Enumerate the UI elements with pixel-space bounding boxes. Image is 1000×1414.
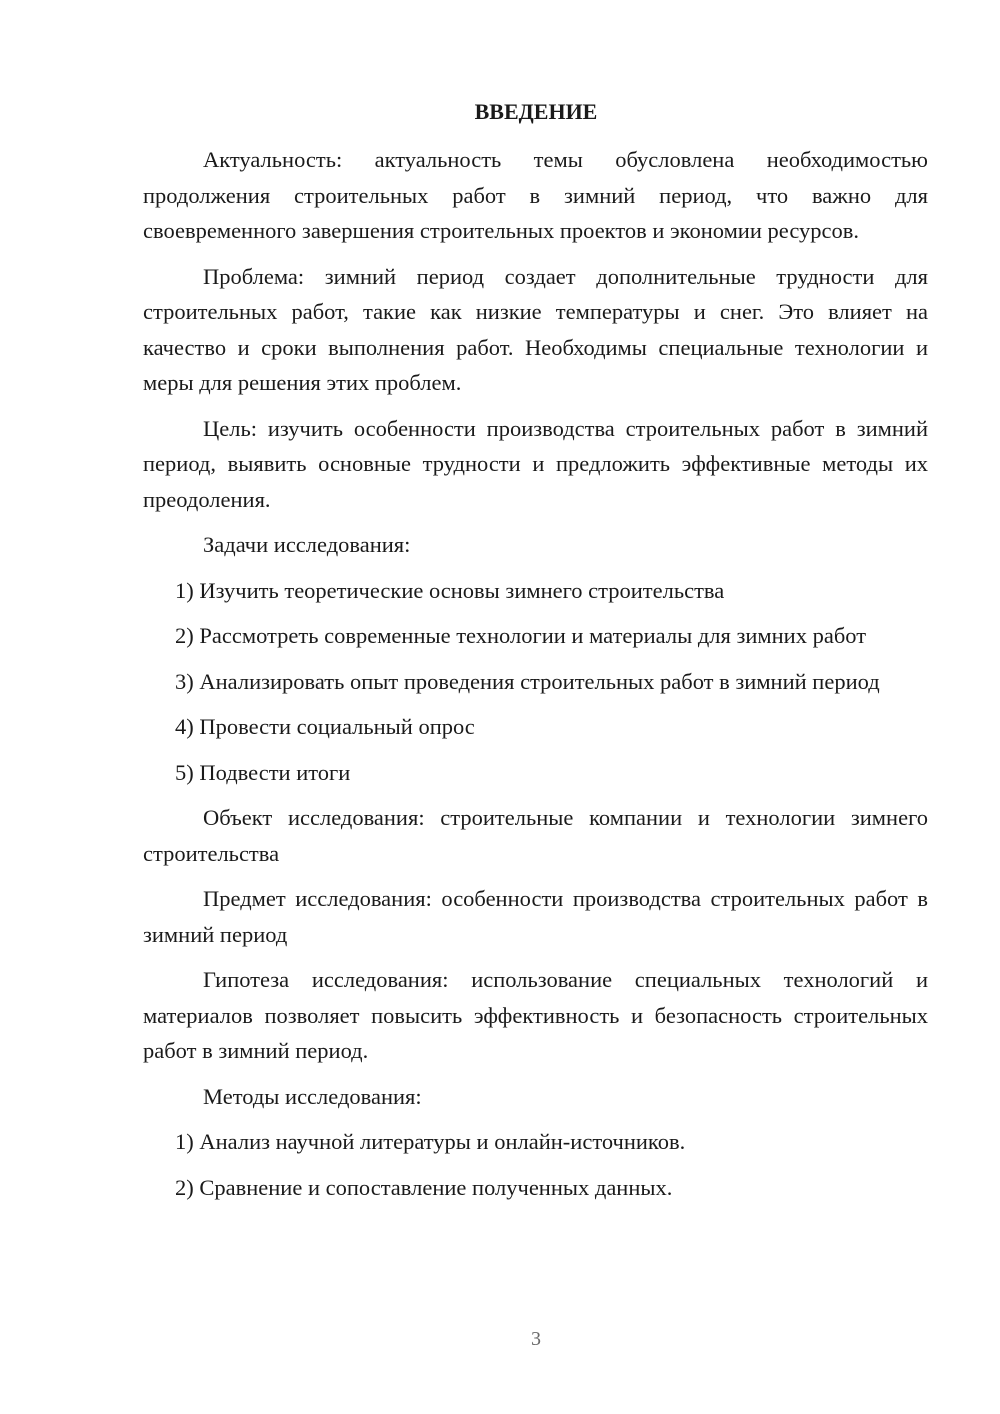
method-item-2: 2) Сравнение и сопоставление полученных данных. <box>175 1174 673 1200</box>
task-item-3: 3) Анализировать опыт проведения строительных работ в зимний период <box>175 668 880 694</box>
page-title: ВВЕДЕНИЕ <box>474 99 598 124</box>
paragraph-tasks-heading: Задачи исследования: <box>203 532 411 557</box>
task-item-1: 1) Изучить теоретические основы зимнего строительства <box>175 577 725 603</box>
paragraph-problem: Проблема: зимний период создает дополнительные трудности для строительных работ, такие как низкие температуры и снег. Это влияет на качество и сроки выполнения работ. Необходимы специальные технологии и меры для решения этих проблем. <box>143 263 928 395</box>
paragraph-hypothesis: Гипотеза исследования: использование специальных технологий и материалов позволяет повысить эффективность и безопасность строительных работ в зимний период. <box>143 967 928 1063</box>
paragraph-subject: Предмет исследования: особенности производства строительных работ в зимний период <box>143 886 928 947</box>
document-body <box>143 142 928 1215</box>
task-item-2: 2) Рассмотреть современные технологии и материалы для зимних работ <box>175 623 867 648</box>
page-number: 3 <box>531 1328 541 1350</box>
paragraph-object: Объект исследования: строительные компании и технологии зимнего строительства <box>143 805 928 866</box>
method-item-1: 1) Анализ научной литературы и онлайн-источников. <box>175 1129 686 1154</box>
task-item-5: 5) Подвести итоги <box>175 759 351 785</box>
paragraph-goal: Цель: изучить особенности производства строительных работ в зимний период, выявить основные трудности и предложить эффективные методы их преодоления. <box>143 415 928 512</box>
task-item-4: 4) Провести социальный опрос <box>175 714 475 739</box>
paragraph-relevance: Актуальность: актуальность темы обусловлена необходимостью продолжения строительных работ в зимний период, что важно для своевременного завершения строительных проектов и экономии ресурсов. <box>143 147 928 243</box>
paragraph-methods-heading: Методы исследования: <box>203 1083 422 1109</box>
